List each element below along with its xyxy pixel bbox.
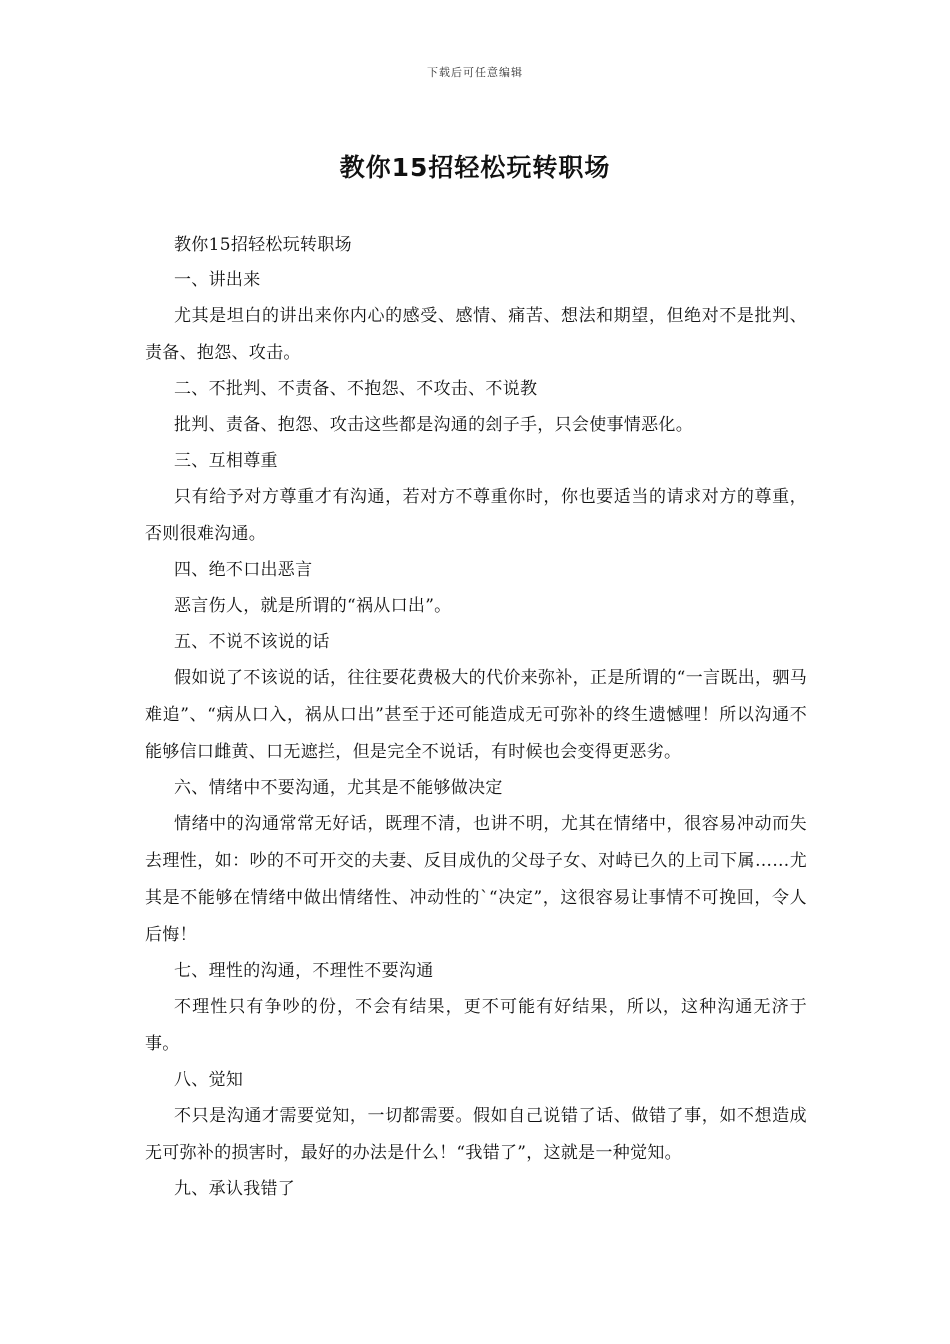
section-heading-2: 二、不批判、不责备、不抱怨、不攻击、不说教	[174, 379, 538, 399]
paragraph-subtitle: 教你15招轻松玩转职场	[174, 235, 352, 255]
document-title: 教你15招轻松玩转职场	[339, 153, 611, 182]
section-heading-9: 九、承认我错了	[174, 1179, 296, 1199]
section-heading-8: 八、觉知	[174, 1070, 244, 1090]
header-note: 下载后可任意编辑	[427, 66, 523, 79]
section-heading-7: 七、理性的沟通，不理性不要沟通	[174, 961, 434, 981]
section-text-6: 情绪中的沟通常常无好话，既理不清，也讲不明，尤其在情绪中，很容易冲动而失去理性，如：吵的不可开交的夫妻、反目成仇的父母子女、对峙已久的上司下属……尤其是不能够在情绪中做出情绪性、冲动性的`“决定”，这很容易让事情不可挽回，令人后悔！	[145, 814, 807, 945]
section-text-8: 不只是沟通才需要觉知，一切都需要。假如自己说错了话、做错了事，如不想造成无可弥补的损害时，最好的办法是什么！“我错了”，这就是一种觉知。	[145, 1106, 807, 1163]
section-heading-5: 五、不说不该说的话	[174, 632, 330, 652]
section-heading-6: 六、情绪中不要沟通，尤其是不能够做决定	[174, 778, 503, 798]
document-body	[145, 228, 807, 1207]
section-heading-1: 一、讲出来	[174, 270, 261, 290]
section-text-5: 假如说了不该说的话，往往要花费极大的代价来弥补，正是所谓的“一言既出，驷马难追”、“病从口入，祸从口出”甚至于还可能造成无可弥补的终生遗憾哩！所以沟通不能够信口雌黄、口无遮拦，但是完全不说话，有时候也会变得更恶劣。	[145, 668, 807, 762]
section-text-4: 恶言伤人，就是所谓的“祸从口出”。	[174, 596, 452, 616]
section-text-7: 不理性只有争吵的份，不会有结果，更不可能有好结果，所以，这种沟通无济于事。	[145, 997, 807, 1054]
section-text-3: 只有给予对方尊重才有沟通，若对方不尊重你时，你也要适当的请求对方的尊重，否则很难沟通。	[145, 487, 807, 544]
section-text-2: 批判、责备、抱怨、攻击这些都是沟通的刽子手，只会使事情恶化。	[174, 415, 693, 435]
section-heading-3: 三、互相尊重	[174, 451, 278, 471]
section-text-1: 尤其是坦白的讲出来你内心的感受、感情、痛苦、想法和期望，但绝对不是批判、责备、抱怨、攻击。	[145, 306, 807, 363]
section-heading-4: 四、绝不口出恶言	[174, 560, 313, 580]
